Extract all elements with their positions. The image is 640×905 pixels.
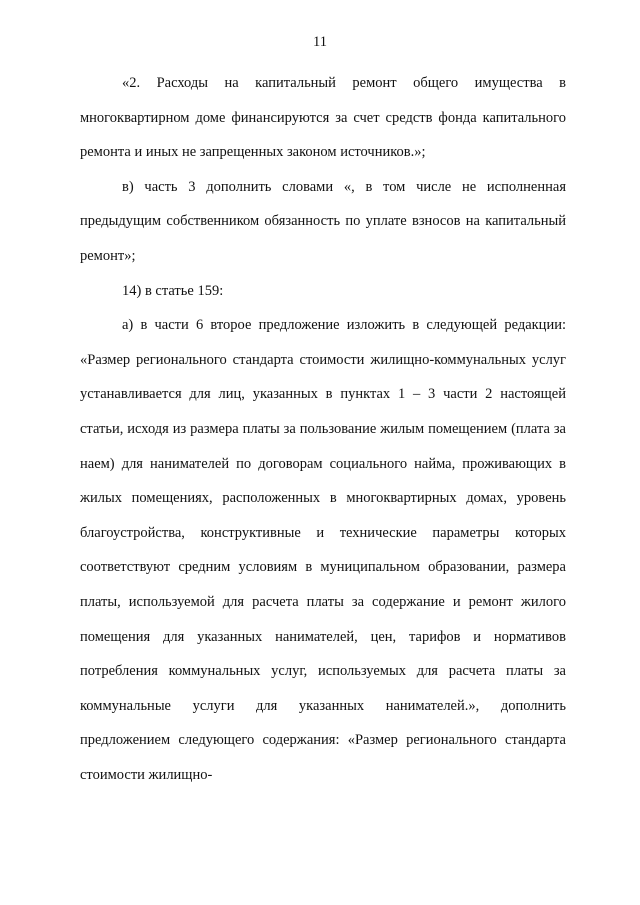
paragraph-expenses-clause: «2. Расходы на капитальный ремонт общего имущества в многоквартирном доме финансируются за счет средств фонда капитального ремонта и иных не запрещенных законом источников.»;	[80, 75, 566, 161]
page-number: 11	[313, 34, 327, 50]
document-body	[80, 66, 566, 792]
paragraph-part3-amendment: в) часть 3 дополнить словами «, в том числе не исполненная предыдущим собственником обязанность по уплате взносов на капитальный ремонт»;	[80, 178, 566, 264]
paragraph-article-159: 14) в статье 159:	[122, 282, 224, 299]
paragraph-part6-amendment: а) в части 6 второе предложение изложить в следующей редакции: «Размер регионального стандарта стоимости жилищно-коммунальных услуг устанавливается для лиц, указанных в пунктах 1 – 3 части 2 настоящей статьи, исходя из размера платы за пользование жилым помещением (плата за наем) для нанимателей по договорам социального найма, проживающих в жилых помещениях, расположенных в многоквартирных домах, уровень благоустройства, конструктивные и технические параметры которых соответствуют средним условиям в муниципальном образовании, размера платы, используемой для расчета платы за содержание и ремонт жилого помещения для указанных нанимателей, цен, тарифов и нормативов потребления коммунальных услуг, используемых для расчета платы за коммунальные услуги для указанных нанимателей.», дополнить предложением следующего содержания: «Размер регионального стандарта стоимости жилищно-	[80, 317, 566, 783]
